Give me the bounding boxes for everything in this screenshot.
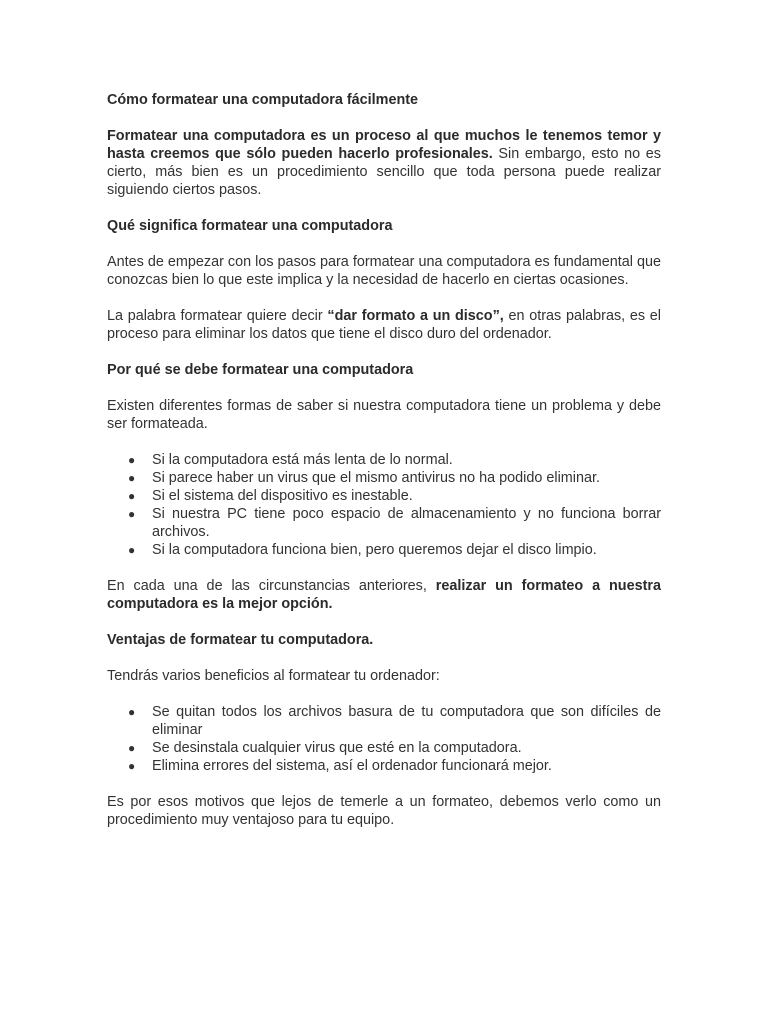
bullet-icon: ● xyxy=(128,489,136,503)
bullet-icon: ● xyxy=(128,741,136,755)
section1-p2-rest: en otras palabras, es el proceso para eliminar los datos que tiene el disco duro del ordenador. xyxy=(107,308,661,342)
bullet-icon: ● xyxy=(128,543,136,557)
section-heading-por-que: Por qué se debe formatear una computadora xyxy=(107,362,414,378)
bullet-icon: ● xyxy=(128,507,136,521)
section-heading-ventajas: Ventajas de formatear tu computadora. xyxy=(107,632,374,648)
list-item-text: Si el sistema del dispositivo es inestable. xyxy=(152,488,413,504)
list-item xyxy=(107,505,661,541)
reasons-list xyxy=(107,451,661,559)
section2-paragraph-2 xyxy=(107,577,661,613)
section2-paragraph-1: Existen diferentes formas de saber si nuestra computadora tiene un problema y debe ser formateada. xyxy=(107,398,661,432)
list-item-text: Si parece haber un virus que el mismo antivirus no ha podido eliminar. xyxy=(152,470,600,486)
section-heading-que-significa: Qué significa formatear una computadora xyxy=(107,218,393,234)
section2-p2-bold: realizar un formateo a nuestra computadora es la mejor opción. xyxy=(107,578,661,612)
intro-bold-text: Formatear una computadora es un proceso al que muchos le tenemos temor y hasta creemos que sólo pueden hacerlo profesionales. xyxy=(107,128,661,162)
section1-paragraph-2 xyxy=(107,307,661,343)
benefits-list xyxy=(107,703,661,775)
bullet-icon: ● xyxy=(128,705,136,719)
list-item xyxy=(107,541,661,559)
document-title: Cómo formatear una computadora fácilmente xyxy=(107,92,419,108)
section1-p2-bold: “dar formato a un disco”, xyxy=(327,308,504,324)
list-item xyxy=(107,703,661,739)
section1-paragraph-1: Antes de empezar con los pasos para formatear una computadora es fundamental que conozcas bien lo que este implica y la necesidad de hacerlo en ciertas ocasiones. xyxy=(107,254,661,288)
bullet-icon: ● xyxy=(128,759,136,773)
bullet-icon: ● xyxy=(128,453,136,467)
list-item-text: Si la computadora está más lenta de lo normal. xyxy=(152,452,453,468)
list-item xyxy=(107,469,661,487)
list-item xyxy=(107,487,661,505)
section1-p2-text: La palabra formatear quiere decir xyxy=(107,308,328,324)
list-item-text: Si nuestra PC tiene poco espacio de almacenamiento y no funciona borrar archivos. xyxy=(152,506,661,540)
list-item-text: Se quitan todos los archivos basura de tu computadora que son difíciles de eliminar xyxy=(152,704,661,738)
list-item xyxy=(107,739,661,757)
section2-p2-text: En cada una de las circunstancias anteriores, xyxy=(107,578,436,594)
intro-paragraph xyxy=(107,127,661,199)
section3-paragraph-1: Tendrás varios beneficios al formatear tu ordenador: xyxy=(107,668,440,684)
closing-paragraph: Es por esos motivos que lejos de temerle a un formateo, debemos verlo como un procedimiento muy ventajoso para tu equipo. xyxy=(107,794,661,828)
bullet-icon: ● xyxy=(128,471,136,485)
list-item xyxy=(107,757,661,775)
list-item-text: Elimina errores del sistema, así el ordenador funcionará mejor. xyxy=(152,758,552,774)
intro-rest-text: Sin embargo, esto no es cierto, más bien es un procedimiento sencillo que toda persona puede realizar siguiendo ciertos pasos. xyxy=(107,146,661,198)
list-item xyxy=(107,451,661,469)
list-item-text: Se desinstala cualquier virus que esté en la computadora. xyxy=(152,740,522,756)
list-item-text: Si la computadora funciona bien, pero queremos dejar el disco limpio. xyxy=(152,542,597,558)
